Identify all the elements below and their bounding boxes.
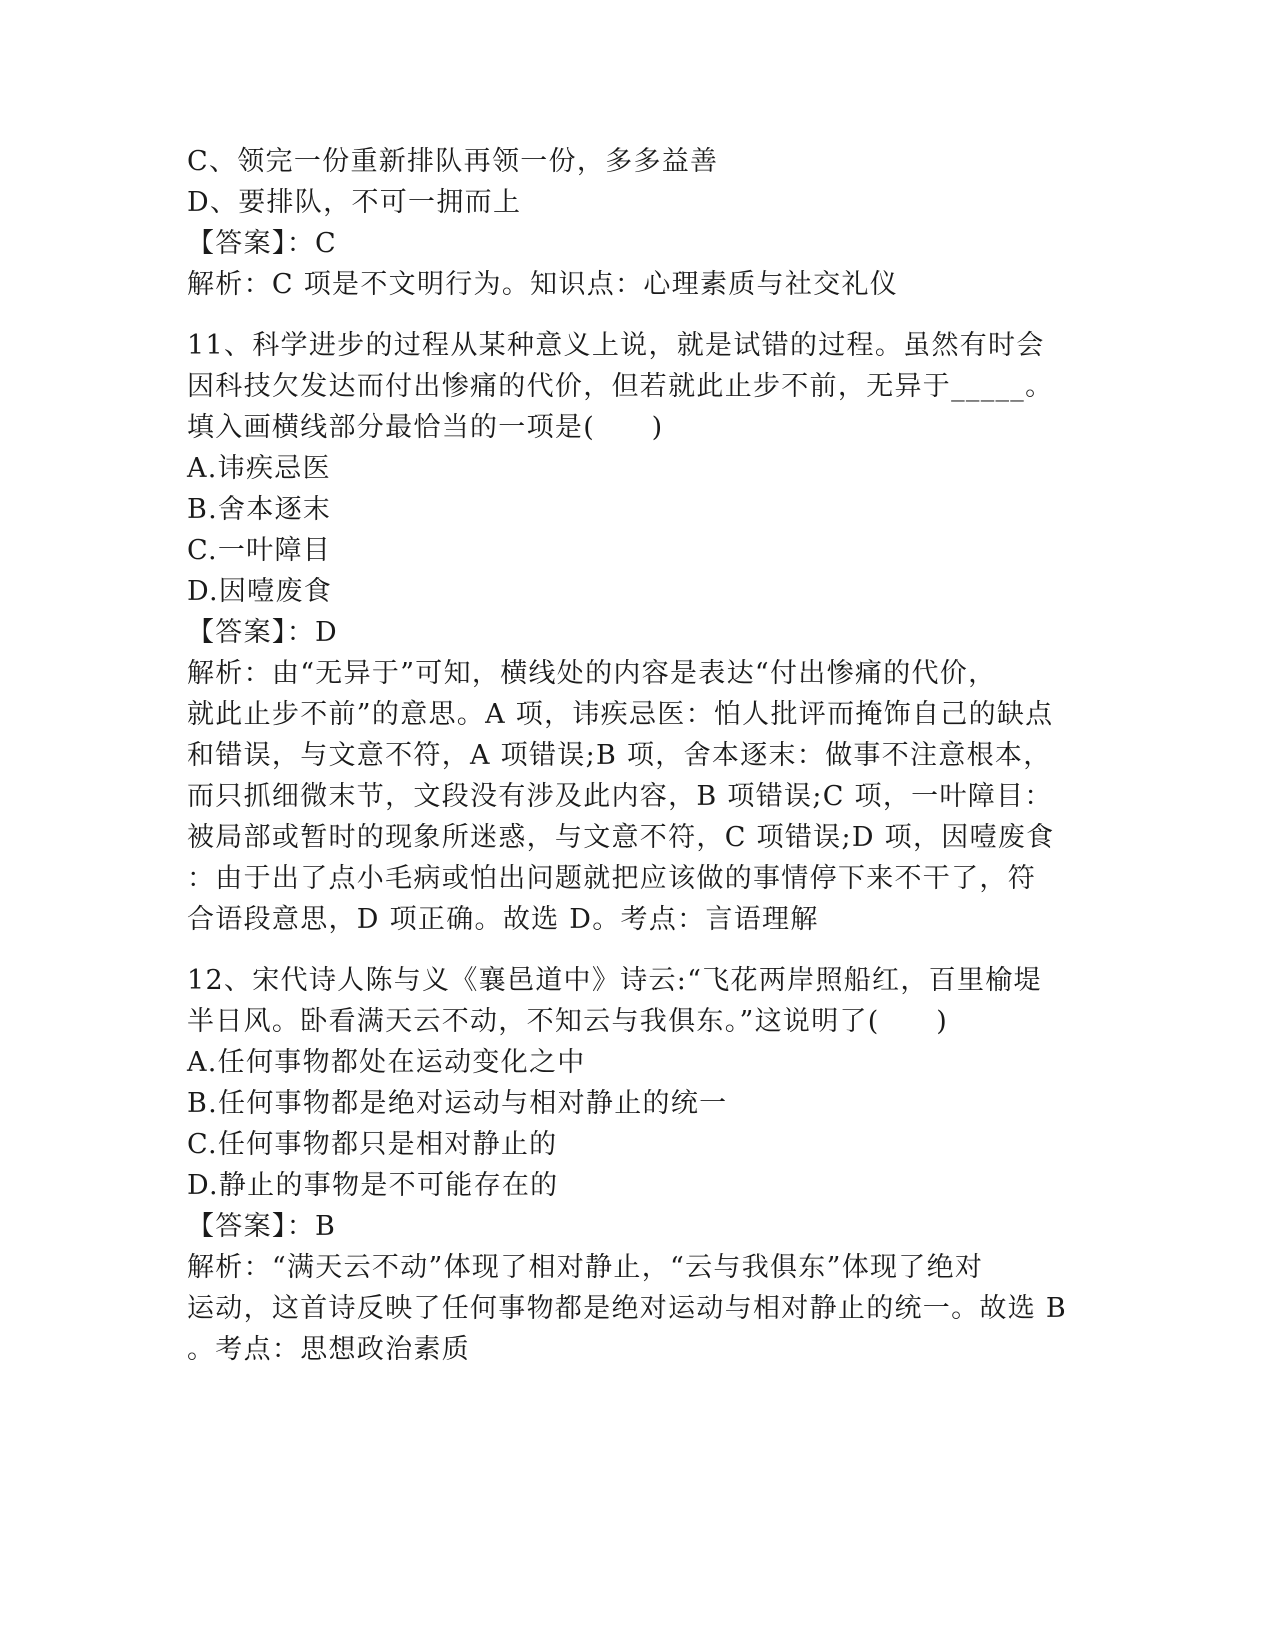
q12-question-line-2: 半日风。卧看满天云不动，不知云与我俱东。”这说明了( ) xyxy=(187,1006,949,1037)
q11-answer: 【答案】：D xyxy=(187,617,338,648)
q11-analysis-line-1: 解析：由“无异于”可知，横线处的内容是表达“付出惨痛的代价， xyxy=(187,658,997,689)
q11-analysis-line-7: 合语段意思，D 项正确。故选 D。考点：言语理解 xyxy=(187,904,819,935)
q10-option-c: C、领完一份重新排队再领一份，多多益善 xyxy=(187,146,719,177)
q12-option-c: C.任何事物都只是相对静止的 xyxy=(187,1129,558,1160)
q12-option-d: D.静止的事物是不可能存在的 xyxy=(187,1170,559,1201)
q11-analysis-line-5: 被局部或暂时的现象所迷惑，与文意不符，C 项错误;D 项，因噎废食 xyxy=(187,822,1055,853)
q11-question-line-3: 填入画横线部分最恰当的一项是( ) xyxy=(187,412,664,443)
q12-question-line-1: 12、宋代诗人陈与义《襄邑道中》诗云:“飞花两岸照船红，百里榆堤 xyxy=(187,965,1042,996)
q11-option-b: B.舍本逐末 xyxy=(187,494,332,525)
q11-analysis-line-2: 就此止步不前”的意思。A 项，讳疾忌医：怕人批评而掩饰自己的缺点 xyxy=(187,699,1054,730)
q12-option-a: A.任何事物都处在运动变化之中 xyxy=(187,1047,586,1078)
q12-analysis-line-2: 运动，这首诗反映了任何事物都是绝对运动与相对静止的统一。故选 B xyxy=(187,1293,1068,1324)
q11-analysis-line-3: 和错误，与文意不符，A 项错误;B 项，舍本逐末：做事不注意根本， xyxy=(187,740,1052,771)
q11-option-d: D.因噎废食 xyxy=(187,576,333,607)
q12-answer: 【答案】：B xyxy=(187,1211,337,1242)
q11-analysis-line-4: 而只抓细微末节，文段没有涉及此内容，B 项错误;C 项，一叶障目： xyxy=(187,781,1053,812)
q11-analysis-line-6: ：由于出了点小毛病或怕出问题就把应该做的事情停下来不干了，符 xyxy=(187,863,1036,894)
q11-option-c: C.一叶障目 xyxy=(187,535,332,566)
q12-analysis-line-3: 。考点：思想政治素质 xyxy=(187,1334,470,1365)
q10-analysis: 解析：C 项是不文明行为。知识点：心理素质与社交礼仪 xyxy=(187,269,899,300)
q11-option-a: A.讳疾忌医 xyxy=(187,453,331,484)
q12-analysis-line-1: 解析：“满天云不动”体现了相对静止，“云与我俱东”体现了绝对 xyxy=(187,1252,984,1283)
q10-option-d: D、要排队，不可一拥而上 xyxy=(187,187,522,218)
q11-question-line-1: 11、科学进步的过程从某种意义上说，就是试错的过程。虽然有时会 xyxy=(187,330,1045,361)
q11-question-line-2: 因科技欠发达而付出惨痛的代价，但若就此止步不前，无异于_____。 xyxy=(187,371,1054,402)
q12-option-b: B.任何事物都是绝对运动与相对静止的统一 xyxy=(187,1088,728,1119)
q10-answer: 【答案】：C xyxy=(187,228,337,259)
